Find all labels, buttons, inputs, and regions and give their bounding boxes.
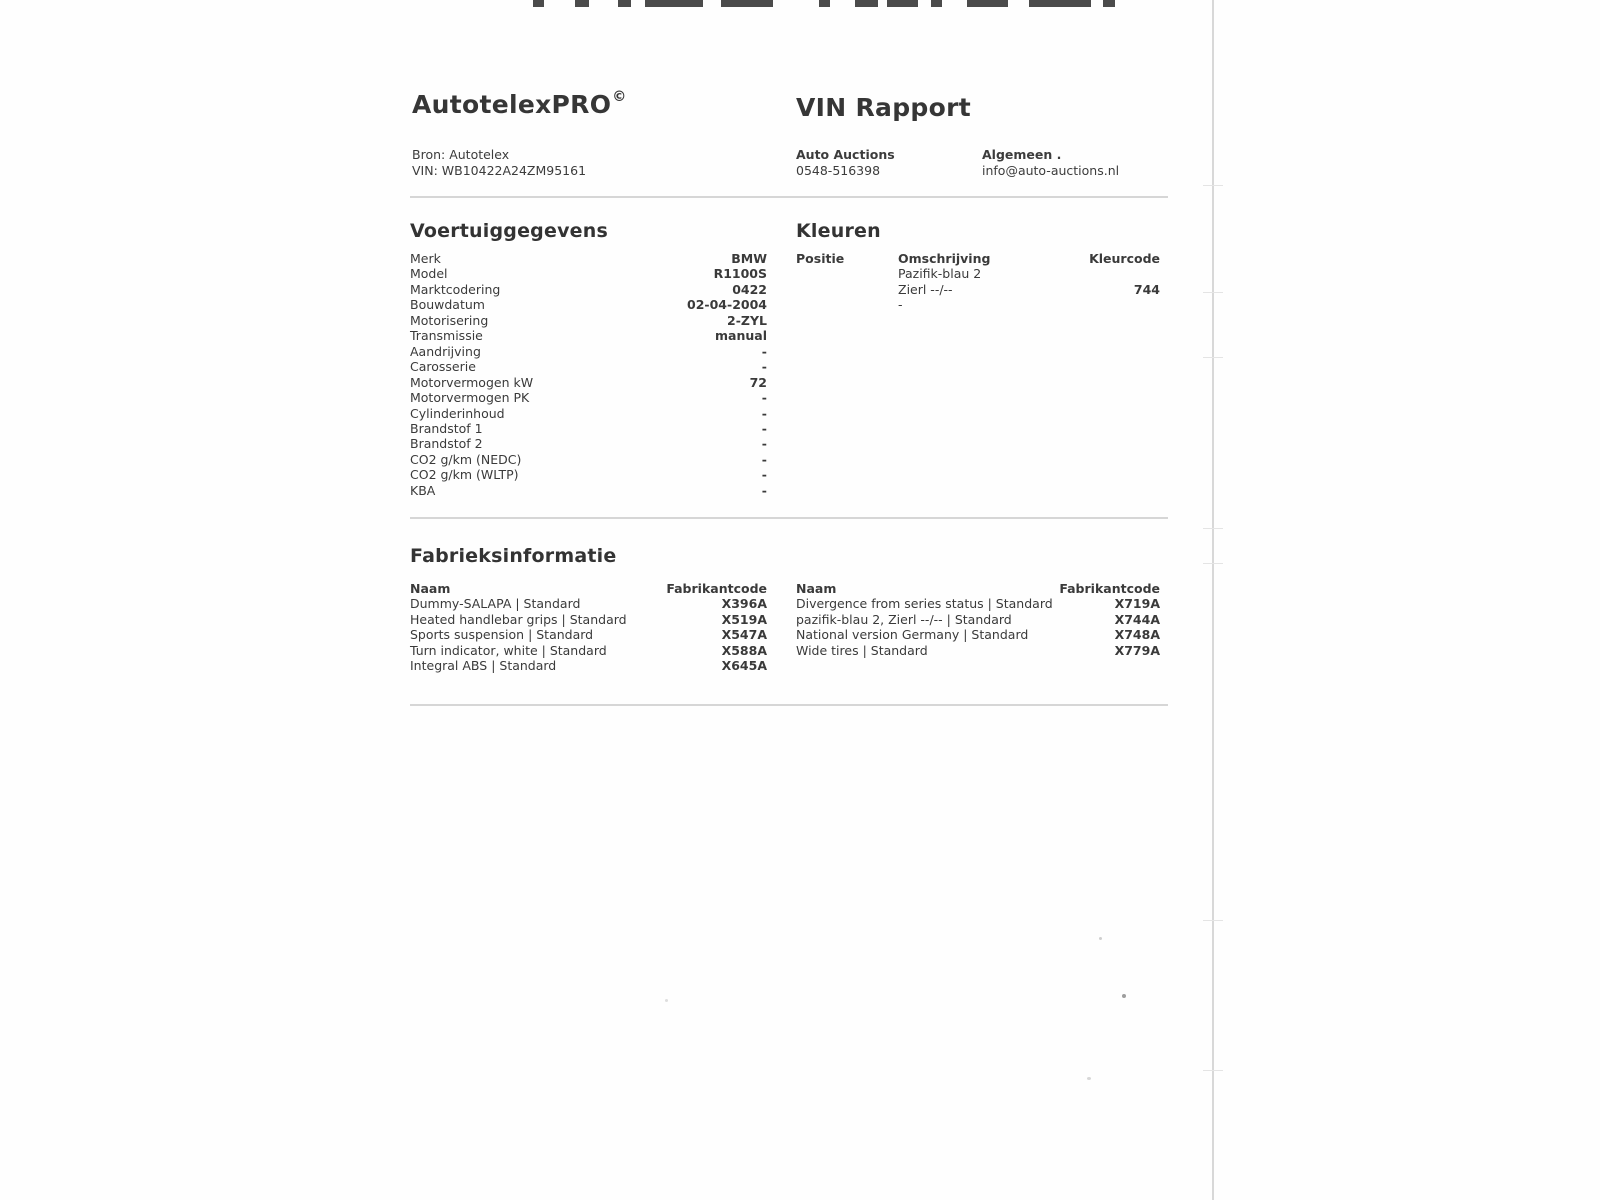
field-label: Motorvermogen PK — [410, 390, 530, 406]
field-value: - — [761, 451, 767, 467]
factory-header-row — [796, 581, 1160, 596]
cell-naam: Turn indicator, white | Standard — [410, 642, 607, 658]
table-row — [410, 643, 767, 658]
scan-tick — [1203, 357, 1223, 358]
table-row — [796, 596, 1160, 611]
field-value: BMW — [731, 251, 767, 266]
field-row — [410, 328, 767, 343]
field-value: - — [761, 359, 767, 375]
vin-line: VIN: WB10422A24ZM95161 — [412, 162, 587, 178]
cell-code: X748A — [1114, 627, 1160, 643]
cell-kleurcode — [1070, 297, 1160, 312]
general-label: Algemeen . — [982, 147, 1062, 162]
factory-table-right — [796, 581, 1160, 658]
col-header-kleurcode: Kleurcode — [1089, 251, 1160, 266]
page-edge-line — [1212, 0, 1214, 1200]
field-value: - — [761, 482, 767, 498]
field-label: Transmissie — [410, 328, 483, 344]
field-value: - — [761, 420, 767, 436]
field-value: 72 — [749, 374, 767, 390]
field-row — [410, 313, 767, 328]
table-row — [410, 612, 767, 627]
cell-code: X779A — [1114, 642, 1160, 658]
cell-code: X645A — [721, 658, 767, 674]
field-label: Brandstof 2 — [410, 436, 483, 452]
field-value: - — [761, 390, 767, 406]
scan-speck — [665, 999, 668, 1002]
field-label: Bouwdatum — [410, 297, 485, 313]
field-row — [410, 266, 767, 281]
field-row — [410, 282, 767, 297]
cell-code: X547A — [721, 627, 767, 643]
field-row — [410, 359, 767, 374]
scan-speck — [1122, 994, 1126, 998]
cell-omschrijving: - — [898, 297, 903, 313]
section-title-kleuren: Kleuren — [796, 220, 881, 242]
cell-naam: Divergence from series status | Standard — [796, 596, 1053, 612]
table-row — [796, 643, 1160, 658]
brand-title — [412, 90, 626, 119]
cell-omschrijving: Zierl --/-- — [898, 281, 953, 297]
table-row — [410, 596, 767, 611]
separator — [410, 196, 1168, 198]
field-row — [410, 251, 767, 266]
separator — [410, 704, 1168, 706]
company-phone: 0548-516398 — [796, 162, 881, 178]
scan-tick — [1203, 292, 1223, 293]
cell-code: X519A — [721, 611, 767, 627]
company-name: Auto Auctions — [796, 147, 895, 162]
scan-top-edge-artifact — [533, 0, 1115, 7]
table-row — [796, 282, 1160, 297]
cell-naam: Heated handlebar grips | Standard — [410, 611, 627, 627]
section-title-fabrieksinformatie: Fabrieksinformatie — [410, 545, 617, 567]
field-label: KBA — [410, 482, 436, 498]
cell-code: X719A — [1114, 596, 1160, 612]
cell-naam: Dummy-SALAPA | Standard — [410, 596, 581, 612]
field-value: R1100S — [713, 266, 767, 282]
cell-naam: Integral ABS | Standard — [410, 658, 557, 674]
field-value: 2-ZYL — [727, 312, 767, 328]
field-row — [410, 297, 767, 312]
field-label: Motorvermogen kW — [410, 374, 534, 390]
field-row — [410, 436, 767, 451]
cell-naam: pazifik-blau 2, Zierl --/-- | Standard — [796, 611, 1012, 627]
field-value: - — [761, 436, 767, 452]
field-label: Marktcodering — [410, 281, 501, 297]
cell-kleurcode: 744 — [1133, 281, 1160, 297]
source-line: Bron: Autotelex — [412, 147, 510, 162]
cell-naam: National version Germany | Standard — [796, 627, 1029, 643]
field-row — [410, 344, 767, 359]
report-title: VIN Rapport — [796, 93, 971, 122]
col-header-naam: Naam — [796, 581, 837, 596]
general-block — [982, 147, 1119, 178]
cell-positie — [796, 297, 898, 312]
cell-code: X588A — [721, 642, 767, 658]
cell-naam: Sports suspension | Standard — [410, 627, 594, 643]
field-value: manual — [715, 328, 767, 344]
table-row — [796, 627, 1160, 642]
source-block — [412, 147, 586, 178]
field-label: CO2 g/km (NEDC) — [410, 451, 522, 467]
field-row — [410, 452, 767, 467]
cell-code: X396A — [721, 596, 767, 612]
table-row — [410, 658, 767, 673]
col-header-fabrikantcode: Fabrikantcode — [1059, 581, 1160, 596]
cell-positie — [796, 282, 898, 297]
field-row — [410, 406, 767, 421]
field-label: Model — [410, 266, 448, 282]
brand-name: AutotelexPRO — [412, 90, 612, 119]
general-email: info@auto-auctions.nl — [982, 162, 1120, 178]
field-row — [410, 467, 767, 482]
col-header-naam: Naam — [410, 581, 451, 596]
field-value: - — [761, 467, 767, 483]
table-row — [796, 266, 1160, 281]
copyright-mark: © — [612, 88, 627, 105]
table-row — [410, 627, 767, 642]
field-row — [410, 483, 767, 498]
field-value: 0422 — [732, 281, 767, 297]
cell-kleurcode — [1070, 266, 1160, 281]
vehicle-data-list — [410, 251, 767, 498]
field-label: Merk — [410, 251, 441, 266]
col-header-fabrikantcode: Fabrikantcode — [666, 581, 767, 596]
cell-positie — [796, 266, 898, 281]
cell-naam: Wide tires | Standard — [796, 642, 928, 658]
table-row — [796, 297, 1160, 312]
col-header-positie: Positie — [796, 251, 845, 266]
field-label: Aandrijving — [410, 343, 481, 359]
field-label: CO2 g/km (WLTP) — [410, 467, 519, 483]
factory-header-row — [410, 581, 767, 596]
scan-tick — [1203, 528, 1223, 529]
cell-code: X744A — [1114, 611, 1160, 627]
field-label: Brandstof 1 — [410, 420, 483, 436]
field-label: Motorisering — [410, 312, 489, 328]
table-row — [796, 612, 1160, 627]
scan-speck — [1099, 937, 1102, 940]
section-title-voertuiggegevens: Voertuiggegevens — [410, 220, 608, 242]
separator — [410, 517, 1168, 519]
col-header-omschrijving: Omschrijving — [898, 251, 991, 266]
scan-tick — [1203, 1070, 1223, 1071]
colors-table — [796, 251, 1160, 313]
scan-tick — [1203, 920, 1223, 921]
field-value: - — [761, 405, 767, 421]
scan-tick — [1203, 563, 1223, 564]
field-value: - — [761, 343, 767, 359]
scan-tick — [1203, 185, 1223, 186]
factory-table-left — [410, 581, 767, 674]
colors-header-row — [796, 251, 1160, 266]
field-row — [410, 375, 767, 390]
field-label: Carosserie — [410, 359, 476, 375]
field-row — [410, 390, 767, 405]
field-value: 02-04-2004 — [687, 297, 767, 313]
scan-speck — [1087, 1077, 1091, 1080]
field-row — [410, 421, 767, 436]
field-label: Cylinderinhoud — [410, 405, 505, 421]
company-block — [796, 147, 895, 178]
cell-omschrijving: Pazifik-blau 2 — [898, 266, 982, 282]
